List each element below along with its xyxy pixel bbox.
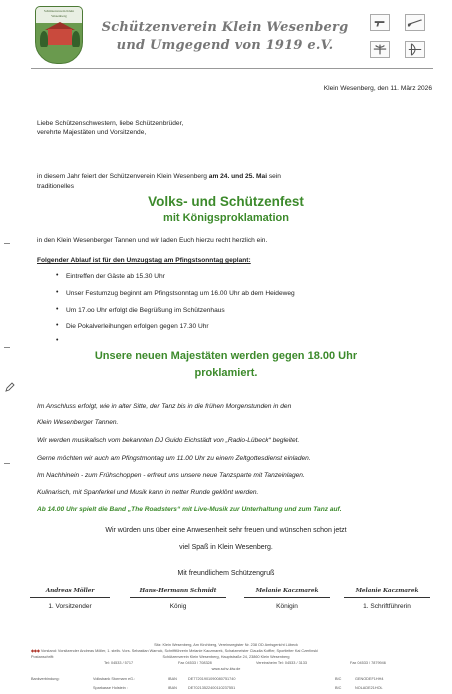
footer-board: ◆◆◆ Vorstand: Vorsitzender Andreas Möller, 1. stellv. Vors. Sebastian Warnck, Schriftführerin Melanie Kaczmarek, Schatzmeister Claudia Koffler, Sportleiter Kai Czerlinski <box>31 649 318 653</box>
footer-address: Schützenverein Klein Wesenberg, Hauptstraße 24, 23860 Klein Wesenberg <box>162 655 290 659</box>
schedule-bullet-icon: • <box>56 337 59 344</box>
paragraph-dance-group: Im Nachhinein - zum Frühschoppen - erfreut uns unsere neue Tanzsparte mit Tanzeinlagen. <box>37 472 305 479</box>
signature-line <box>30 597 110 598</box>
footer-vereinsheim: Vereinsheim Tel: 04533 / 3133 <box>256 661 308 665</box>
signature: Melanie Kaczmarek <box>355 588 419 594</box>
paragraph-food: Kulinarisch, mit Spanferkel und Musik kann in netter Runde geklönt werden. <box>37 489 259 496</box>
greeting: Mit freundlichem Schützengruß <box>177 570 275 577</box>
margin-mark <box>4 347 10 348</box>
footer-fax2: Fax 04533 / 7879946 <box>350 661 386 665</box>
signature: Andreas Möller <box>45 588 95 594</box>
schedule-item: Die Pokalverleihungen erfolgen gegen 17.30 Uhr <box>66 323 209 330</box>
band-announcement: Ab 14.00 Uhr spielt die Band „The Roadsters“ mit Live-Musik zur Unterhaltung und zum Tanz auf. <box>37 506 342 513</box>
pencil-icon[interactable] <box>4 381 16 393</box>
closing-line2: viel Spaß in Klein Wesenberg. <box>179 544 273 551</box>
signature-line <box>244 597 330 598</box>
bank1-name: Volksbank Stormarn eG.: <box>93 677 136 681</box>
invitation-text: in den Klein Wesenberger Tannen und wir laden Euch hierzu recht herzlich ein. <box>37 237 268 244</box>
schedule-item: Um 17.oo Uhr erfolgt die Begrüßung im Schützenhaus <box>66 307 225 314</box>
schedule-bullet-icon: • <box>56 322 59 329</box>
bank1-bic-label: BIC <box>335 677 342 681</box>
footer-fax: Fax 04533 / 708328 <box>178 661 212 665</box>
crest-caption: Schützenverein Klein Wesenberg <box>36 7 82 23</box>
margin-mark <box>4 463 10 464</box>
margin-mark <box>4 243 10 244</box>
header-rule <box>31 68 433 69</box>
signature-role: Königin <box>276 603 298 610</box>
schedule-item: Eintreffen der Gäste ab 15.30 Uhr <box>66 273 165 280</box>
club-name-line1: Schützenverein Klein Wesenberg <box>101 20 349 35</box>
pistol-icon <box>370 14 390 31</box>
salutation-line1: Liebe Schützenschwestern, liebe Schützenbrüder, <box>37 120 184 127</box>
schedule-item: Unser Festumzug beginnt am Pfingstsonntag um 16.00 Uhr ab dem Heideweg <box>66 290 295 297</box>
bank2-bic: NOLADE21HOL <box>355 686 383 690</box>
crossbow-icon <box>370 41 390 58</box>
footer-bank-label: Bankverbindung: <box>31 677 60 681</box>
bank2-name: Sparkasse Holstein : <box>93 686 128 690</box>
paragraph-dj: Wir werden musikalisch vom bekannten DJ Guido Eichstädt von „Radio-Lübeck“ begleitet. <box>37 437 300 444</box>
paragraph-dance: Im Anschluss erfolgt, wie in alter Sitte, der Tanz bis in die frühen Morgenstunden in den <box>37 403 292 410</box>
signature: Hans-Hermann Schmidt <box>139 588 217 594</box>
schedule-bullet-icon: • <box>56 272 59 279</box>
schedule-title: Folgender Ablauf ist für den Umzugstag am Pfingstsonntag geplant: <box>37 257 251 264</box>
closing-line1: Wir würden uns über eine Anwesenheit sehr freuen und wünschen schon jetzt <box>105 527 347 534</box>
bank1-bic: GENODEF1HH4 <box>355 677 384 681</box>
bank1-iban: DE77201901090080751740 <box>188 677 236 681</box>
proclamation-line1: Unsere neuen Majestäten werden gegen 18.00 Uhr <box>94 350 358 362</box>
signature-line <box>130 597 226 598</box>
place-date: Klein Wesenberg, den 11. März 2026 <box>323 85 432 92</box>
signature-role: 1. Vorsitzender <box>48 603 92 610</box>
club-name <box>94 19 356 55</box>
club-name-line2: und Umgegend von 1919 e.V. <box>116 38 334 53</box>
footer-website[interactable]: www.schv-klw.de <box>211 667 241 671</box>
bank1-iban-label: IBAN <box>168 677 177 681</box>
footer-tel: Tel: 04533 / 5717 <box>104 661 134 665</box>
bank2-iban-label: IBAN <box>168 686 177 690</box>
event-subheadline: mit Königsproklamation <box>163 212 289 224</box>
paragraph-service: Gerne möchten wir auch am Pfingstmontag um 11.00 Uhr zu einem Zeltgottesdienst einladen. <box>37 455 311 462</box>
event-headline: Volks- und Schützenfest <box>148 194 304 209</box>
festival-dates: am 24. und 25. Mai <box>208 173 268 180</box>
paragraph-dance-cont: Klein Wesenberger Tannen. <box>37 419 119 426</box>
rifle-icon <box>405 14 425 31</box>
club-crest-icon <box>35 6 83 64</box>
schedule-bullet-icon: • <box>56 289 59 296</box>
salutation-line2: verehrte Majestäten und Vorsitzende, <box>37 129 147 136</box>
signature-line <box>344 597 430 598</box>
intro-line2: traditionelles <box>37 183 75 190</box>
signature: Melanie Kaczmarek <box>255 588 319 594</box>
bow-icon <box>405 41 425 58</box>
intro-line1: in diesem Jahr feiert der Schützenverein Klein Wesenberg am 24. und 25. Mai sein <box>37 173 281 180</box>
bank2-bic-label: BIC <box>335 686 342 690</box>
signature-role: König <box>169 603 187 610</box>
footer-seat: Sitz: Klein Wesenberg, Am Kirchberg, Vereinsregister Nr. 238 OD Amtsgericht Lübeck <box>154 643 298 647</box>
bank2-iban: DE70213522400110237551 <box>188 686 236 690</box>
schedule-bullet-icon: • <box>56 306 59 313</box>
proclamation-line2: proklamiert. <box>194 367 258 379</box>
signature-role: 1. Schriftführerin <box>363 603 411 610</box>
footer-postanschrift-label: Postanschrift: <box>31 655 55 659</box>
